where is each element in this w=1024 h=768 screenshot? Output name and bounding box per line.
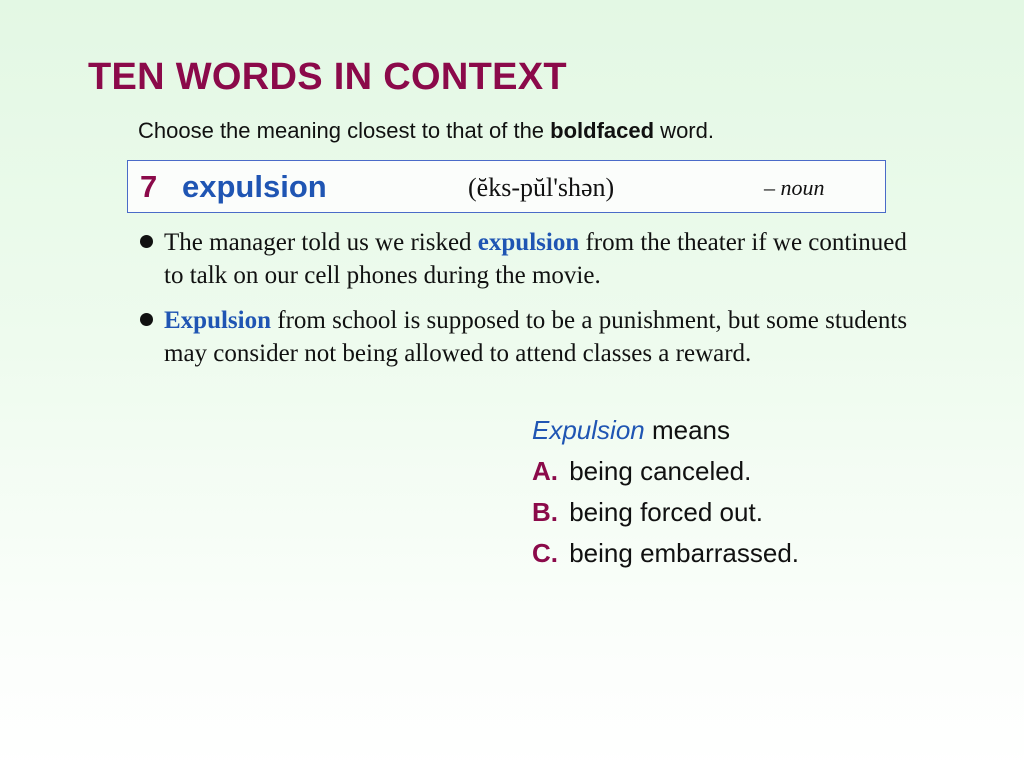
- example-keyword: expulsion: [477, 229, 580, 256]
- example-text: [164, 304, 910, 370]
- option-text: being canceled.: [562, 456, 752, 486]
- answer-option-c[interactable]: [532, 535, 799, 576]
- example-text-before: The manager told us we risked: [164, 229, 478, 256]
- example-text-after: from school is supposed to be a punishment, but some students may consider not being allowed to attend classes a reward.: [164, 307, 908, 367]
- example-sentence-1: [140, 226, 910, 292]
- pronunciation: (ĕks-pŭl'shən): [468, 173, 615, 202]
- slide-title: TEN WORDS IN CONTEXT: [88, 56, 567, 98]
- question-keyword: Expulsion: [532, 415, 645, 445]
- option-text: being forced out.: [562, 497, 763, 527]
- example-text-after: from the theater if we continued to talk on our cell phones during the movie.: [164, 229, 907, 289]
- option-letter: B.: [532, 497, 558, 527]
- question-prompt: [532, 412, 799, 453]
- vocabulary-word-box: [127, 160, 886, 213]
- instruction-after: word.: [654, 118, 714, 143]
- part-of-speech: – noun: [764, 175, 825, 200]
- option-letter: A.: [532, 456, 558, 486]
- bullet-icon: [140, 235, 153, 248]
- option-letter: C.: [532, 538, 558, 568]
- answer-choices: [532, 412, 799, 576]
- question-rest: means: [644, 415, 730, 445]
- instruction-before: Choose the meaning closest to that of the: [138, 118, 551, 143]
- example-text: [164, 226, 910, 292]
- example-sentence-2: [140, 304, 910, 370]
- bullet-icon: [140, 313, 153, 326]
- instruction-text: [138, 118, 714, 144]
- option-text: being embarrassed.: [562, 538, 800, 568]
- answer-option-a[interactable]: [532, 453, 799, 494]
- word-number: 7: [140, 169, 158, 204]
- example-keyword: Expulsion: [164, 307, 272, 334]
- answer-option-b[interactable]: [532, 494, 799, 535]
- vocabulary-word: expulsion: [182, 169, 327, 204]
- instruction-bold-word: boldfaced: [550, 118, 655, 143]
